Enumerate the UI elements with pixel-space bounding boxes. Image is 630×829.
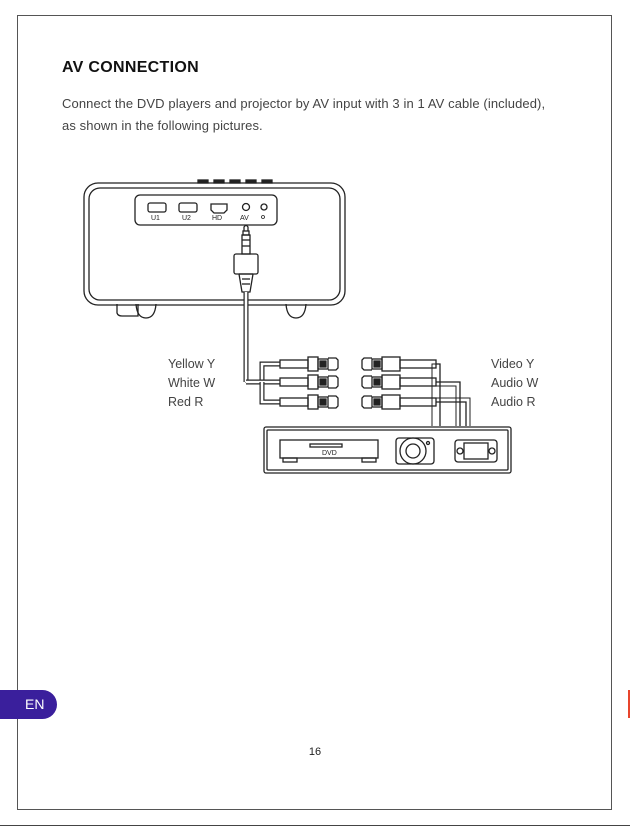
cable-split — [246, 364, 280, 402]
dvd-label: DVD — [322, 450, 337, 457]
av-port — [243, 204, 250, 211]
label-video: Video Y — [491, 357, 535, 371]
intro-line-1: Connect the DVD players and projector by AV input with 3 in 1 AV cable (included), — [62, 96, 546, 111]
label-yellow: Yellow Y — [168, 357, 216, 371]
power-symbol — [262, 216, 265, 219]
port-label-av: AV — [240, 215, 249, 222]
port-label-u2: U2 — [182, 215, 191, 222]
rca-plugs-right — [362, 357, 436, 409]
dvd-cables — [432, 364, 470, 426]
label-red: Red R — [168, 395, 204, 409]
usb-port-u2 — [179, 203, 197, 212]
rca-plugs-left — [280, 357, 338, 409]
dvd-player-icon — [264, 427, 511, 473]
intro-line-2: as shown in the following pictures. — [62, 118, 263, 133]
language-tab: EN — [0, 690, 57, 719]
projector-icon — [84, 183, 345, 318]
label-white: White W — [168, 376, 216, 390]
hdmi-port — [211, 204, 227, 213]
power-indicator — [261, 204, 267, 210]
av-jack-plug — [234, 226, 258, 293]
usb-port-u1 — [148, 203, 166, 212]
port-label-hd: HD — [212, 215, 223, 222]
page-number: 16 — [308, 746, 322, 758]
label-audio-w: Audio W — [491, 376, 539, 390]
section-heading: AV CONNECTION — [62, 59, 199, 76]
label-audio-r: Audio R — [491, 395, 536, 409]
port-label-u1: U1 — [151, 215, 160, 222]
